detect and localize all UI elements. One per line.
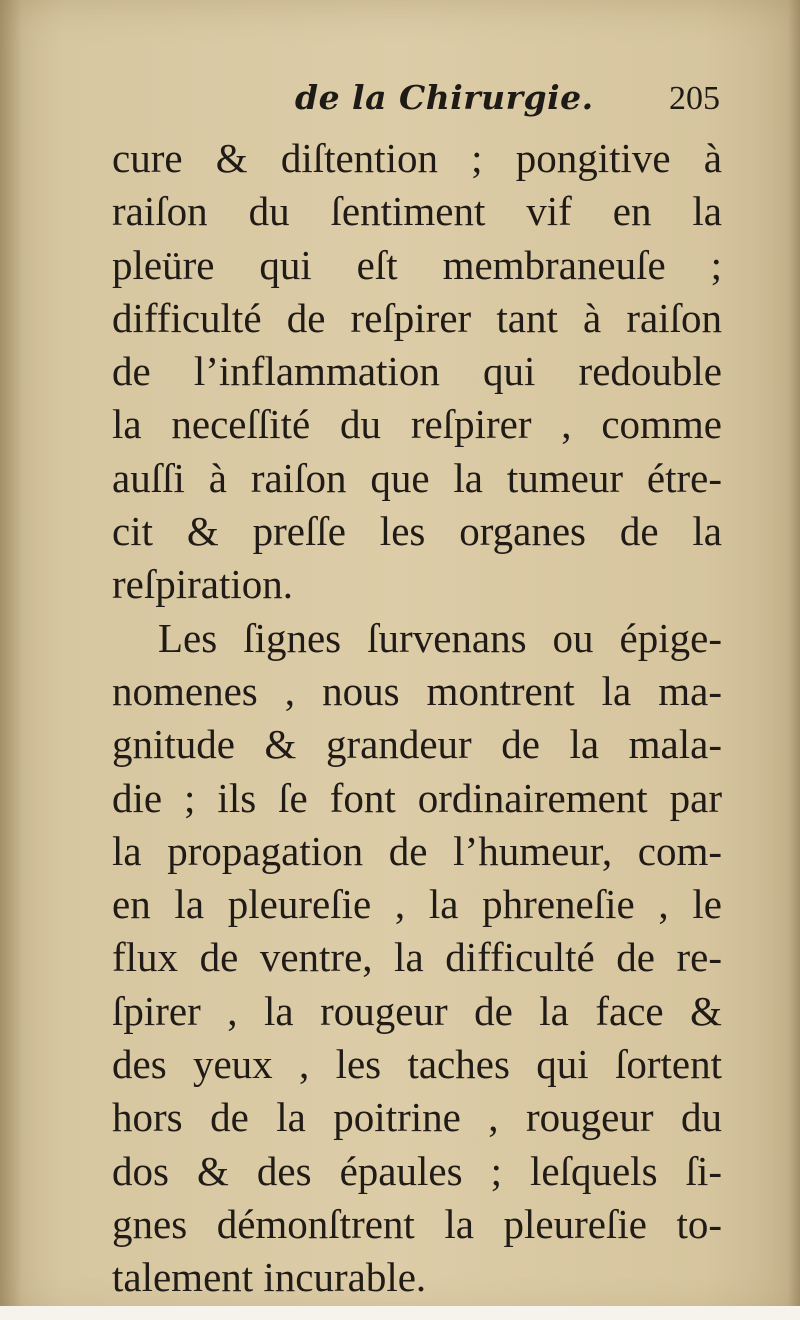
paragraph-start-line: Les ſignes ſurvenans ou épige-: [158, 614, 722, 661]
text-line: talement incurable.: [112, 1254, 427, 1301]
text-line: reſpiration.: [112, 561, 294, 608]
page-number: 205: [669, 80, 720, 117]
text-line: flux de ventre, la difficulté de re-: [112, 934, 722, 981]
text-line: cure & diſtention ; pongitive à: [112, 135, 722, 181]
text-line: difficulté de reſpirer tant à raiſon: [112, 294, 722, 341]
text-line: des yeux , les taches qui ſortent: [112, 1041, 722, 1088]
gutter-shadow: [0, 0, 22, 1320]
text-line: dos & des épaules ; leſquels ſi-: [112, 1147, 722, 1194]
text-line: la propagation de l’humeur, com-: [112, 827, 722, 874]
text-line: cit & preſſe les organes de la: [112, 508, 722, 555]
text-line: gnitude & grandeur de la mala-: [112, 721, 722, 768]
text-line: en la pleureſie , la phreneſie , le: [112, 881, 722, 928]
text-line: gnes démonſtrent la pleureſie to-: [112, 1200, 722, 1247]
text-line: la neceſſité du reſpirer , comme: [112, 401, 722, 448]
text-line: die ; ils ſe font ordinairement par: [112, 774, 722, 821]
body-text: [112, 132, 722, 1305]
running-head: [110, 78, 720, 134]
text-line: raiſon du ſentiment vif en la: [112, 188, 722, 235]
text-line: pleüre qui eſt membraneuſe ;: [112, 241, 722, 288]
text-line: ſpirer , la rougeur de la face &: [112, 987, 722, 1034]
running-title: de la Chirurgie.: [295, 78, 594, 117]
text-line: auſſi à raiſon que la tumeur étre-: [112, 454, 722, 501]
text-line: hors de la poitrine , rougeur du: [112, 1094, 722, 1141]
text-line: nomenes , nous montrent la ma-: [112, 667, 722, 714]
text-line: de l’inflammation qui redouble: [112, 348, 722, 395]
page-edge-shadow: [788, 0, 800, 1320]
scan-bottom-edge: [0, 1306, 800, 1320]
